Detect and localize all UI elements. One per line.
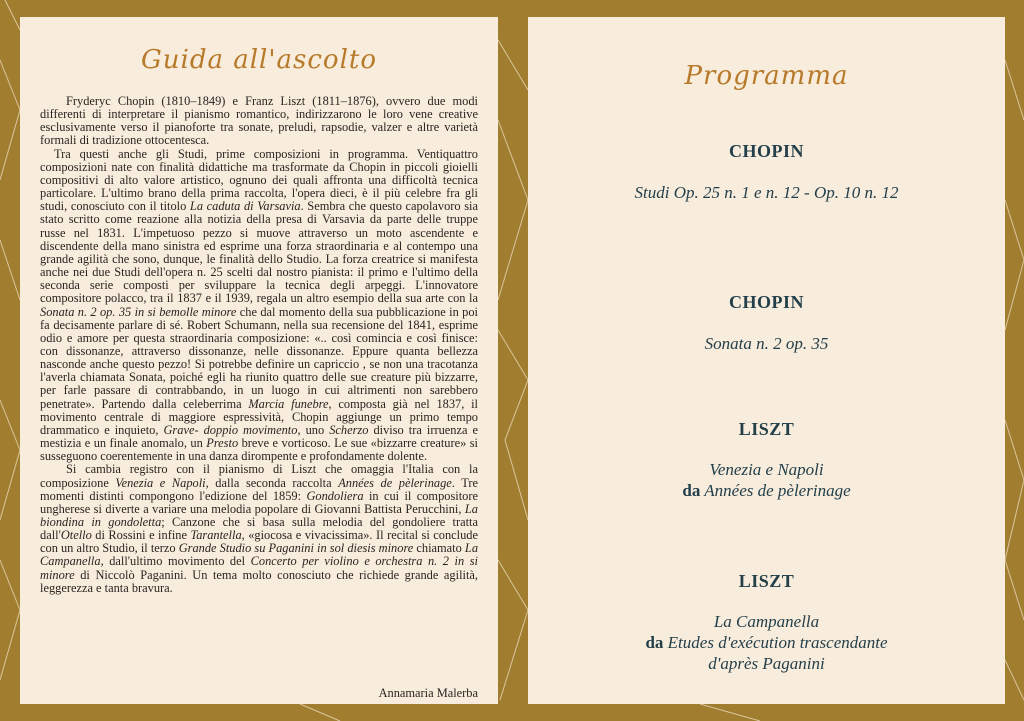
program-title: Programma [684, 61, 849, 91]
composer-name: LISZT [738, 571, 795, 591]
program-item [528, 419, 1005, 501]
work-title: Venezia e Napoli [709, 460, 824, 479]
work-title: La Campanella [713, 612, 820, 631]
work-title: Sonata n. 2 op. 35 [704, 334, 829, 353]
composer-name: CHOPIN [729, 292, 804, 312]
program-item [528, 571, 1005, 674]
work-title: Studi Op. 25 n. 1 e n. 12 - Op. 10 n. 12 [634, 183, 899, 202]
program-item [528, 141, 1005, 203]
program-item [528, 292, 1005, 354]
composer-name: CHOPIN [729, 141, 804, 161]
essay-text [40, 95, 478, 595]
essay-paragraph: Tra questi anche gli Studi, prime composizioni in programma. Ventiquattro composizioni nate con finalità didattiche ma trasformate da Chopin in piccoli gioielli compositivi di alto valore artistico, ognuno dei quali affronta una difficoltà tecnica particolare. L'ultimo brano della prima raccolta, l'opera dieci, è il più celebre fra gli studi, conosciuto con il titolo La caduta di Varsavia. Sembra che questo capolavoro sia stato scritto come reazione alla notizia della presa di Varsavia da parte delle truppe russe nel 1831. L'impetuoso pezzo si muove attraverso un moto ascendente e discendente della mano sinistra ed esprime una forza straordinaria e al contempo una grande agilità che sono, dunque, le finalità dello Studio. La forza creatrice si manifesta anche nei due Studi dell'opera n. 25 scelti dal nostro pianista: il primo e l'ultimo della seconda serie composti per sviluppare la tecnica degli arpeggi. L'innovatore compositore polacco, tra il 1837 e il 1939, regala un altro esempio della sua arte con la Sonata n. 2 op. 35 in si bemolle minore che dal momento della sua pubblicazione in poi fa decisamente parlare di sé. Robert Schumann, nella sua recensione del 1841, esprime odio e amore per questa straordinaria composizione: «.. così comincia e così finisce: con dissonanze, attraverso dissonanze, nelle dissonanze. Eppure quanta bellezza nasconde anche questo pezzo! Si potrebbe definire un capriccio , se non una tracotanza l'averla chiamata Sonata, poiché egli ha riunito quattro delle sue creature più bizzarre, per farle passare di contrabbando, in un luogo in cui altrimenti non sarebbero penetrate». Partendo dalla celeberrima Marcia funebre, composta già nel 1837, il movimento centrale di maggiore espressività, Chopin aggiunge un primo tempo drammatico e inquieto, Grave- doppio movimento, uno Scherzo diviso tra irruenza e mestizia e un finale anomalo, un Presto breve e vorticoso. Le sue «bizzarre creature» si susseguono coerentemente in una danza dirompente e profondamente dolente. [40, 146, 478, 464]
program-panel [528, 17, 1005, 704]
listening-guide-title: Guida all'ascolto [141, 45, 377, 75]
author-signature: Annamaria Malerba [378, 686, 478, 700]
work-source: da Etudes d'exécution trascendante [645, 633, 888, 652]
work-source-line: d'après Paganini [708, 654, 825, 673]
work-source: da Années de pèlerinage [682, 481, 851, 500]
listening-guide-panel [20, 17, 498, 704]
composer-name: LISZT [738, 419, 795, 439]
essay-paragraph: Fryderyc Chopin (1810–1849) e Franz Liszt (1811–1876), ovvero due modi differenti di interpretare il pianismo romantico, indirizzarono le loro vene creative esclusivamente verso il pianoforte tra sonate, preludi, rapsodie, valzer e altre varietà formali di tradizione ottocentesca. [40, 94, 478, 148]
essay-paragraph: Si cambia registro con il pianismo di Liszt che omaggia l'Italia con la composizione Venezia e Napoli, dalla seconda raccolta Années de pèlerinage. Tre momenti distinti compongono l'edizione del 1859: Gondoliera in cui il compositore ungherese si diverte a variare una melodia popolare di Giovanni Battista Perucchini, La biondina in gondoletta; Canzone che si basa sulla melodia del gondoliere tratta dall'Otello di Rossini e infine Tarantella, «giocosa e vivacissima». Il recital si conclude con un altro Studio, il terzo Grande Studio su Paganini in sol diesis minore chiamato La Campanella, dall'ultimo movimento del Concerto per violino e orchestra n. 2 in si minore di Niccolò Paganini. Un tema molto conosciuto che richiede grande agilità, leggerezza e tanta bravura. [40, 462, 479, 595]
